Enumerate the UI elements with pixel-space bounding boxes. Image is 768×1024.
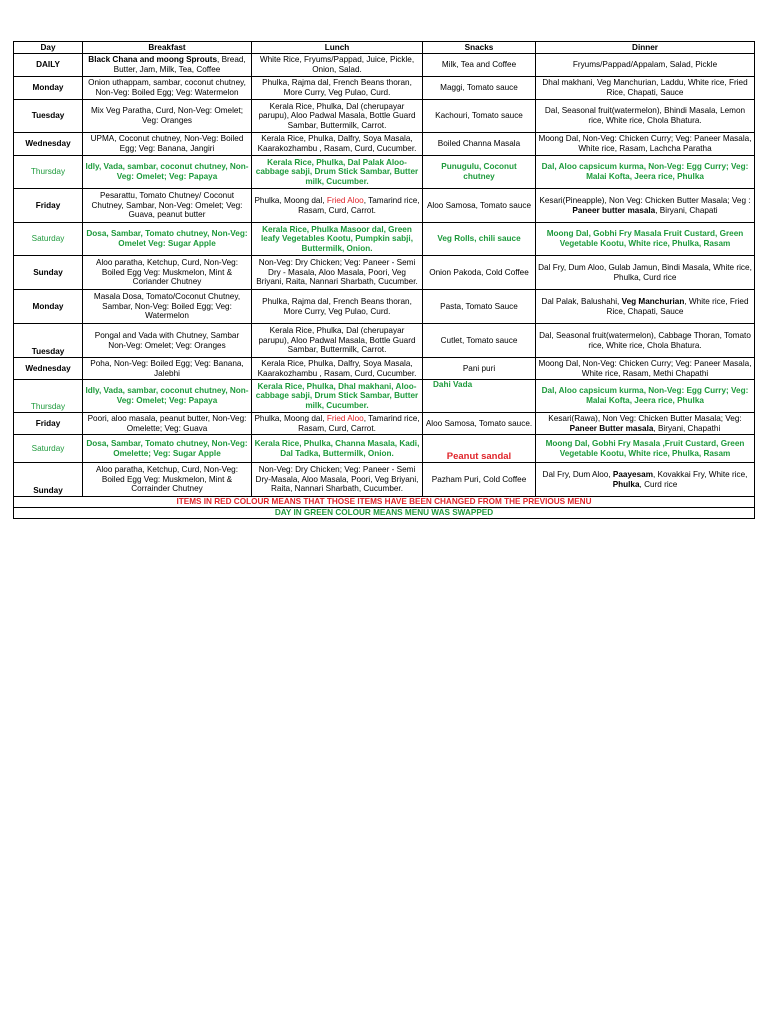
breakfast-cell: Dosa, Sambar, Tomato chutney, Non-Veg: Omelet Veg: Sugar Apple <box>83 223 252 256</box>
snacks-cell: Onion Pakoda, Cold Coffee <box>423 256 536 290</box>
day-cell: Monday <box>14 290 83 324</box>
lunch-cell: Phulka, Rajma dal, French Beans thoran, More Curry, Veg Pulao, Curd. <box>252 77 423 100</box>
day-cell: Friday <box>14 189 83 223</box>
dinner-cell: Dal, Aloo capsicum kurma, Non-Veg: Egg Curry; Veg: Malai Kofta, Jeera rice, Phulka <box>536 156 755 189</box>
day-cell: Sunday <box>14 463 83 497</box>
snacks-cell: Peanut sandal <box>423 435 536 463</box>
day-cell: Saturday <box>14 435 83 463</box>
day-cell: Wednesday <box>14 133 83 156</box>
table-row <box>14 189 755 223</box>
dinner-cell: Moong Dal, Gobhi Fry Masala Fruit Custard, Green Vegetable Kootu, White rice, Phulka, Rasam <box>536 223 755 256</box>
dinner-bold-text: Paneer butter masala <box>572 205 656 215</box>
snacks-cell: Aloo Samosa, Tomato sauce. <box>423 413 536 435</box>
lunch-cell: Kerala Rice, Phulka, Dal (cherupayar parupu), Aloo Padwal Masala, Bottle Guard Sambar, Buttermilk, Carrot. <box>252 324 423 358</box>
dinner-cell: Dal Fry, Dum Aloo, Gulab Jamun, Bindi Masala, White rice, Phulka, Curd rice <box>536 256 755 290</box>
lunch-text: Phulka, Moong dal, <box>254 195 327 205</box>
day-cell: Friday <box>14 413 83 435</box>
table-row <box>14 463 755 497</box>
dinner-cell <box>536 189 755 223</box>
header-day: Day <box>14 42 83 54</box>
table-row <box>14 290 755 324</box>
lunch-cell <box>252 189 423 223</box>
snacks-cell: Boiled Channa Masala <box>423 133 536 156</box>
dinner-bold-text: Paayesam <box>612 469 653 479</box>
dinner-cell: Dhal makhani, Veg Manchurian, Laddu, White rice, Fried Rice, Chapati, Sauce <box>536 77 755 100</box>
lunch-text: , Tamarind rice, Rasam, Curd, Carrot. <box>298 195 420 215</box>
breakfast-cell: Poori, aloo masala, peanut butter, Non-Veg: Omelette; Veg: Guava <box>83 413 252 435</box>
dinner-cell: Moong Dal, Non-Veg: Chicken Curry; Veg: Paneer Masala, White rice, Rasam, Lachcha Paratha <box>536 133 755 156</box>
breakfast-cell: Pesarattu, Tomato Chutney/ Coconut Chutney, Sambar, Non-Veg: Omelet; Veg: Guava, peanut butter <box>83 189 252 223</box>
breakfast-cell: Pongal and Vada with Chutney, Sambar Non-Veg: Omelet; Veg: Oranges <box>83 324 252 358</box>
lunch-cell: Kerala Rice, Phulka, Dhal makhani, Aloo-cabbage sabji, Drum Stick Sambar, Butter milk, Cucumber. <box>252 380 423 413</box>
changed-item-text: Fried Aloo <box>326 195 364 205</box>
dinner-cell: Moong Dal, Non-Veg: Chicken Curry; Veg: Paneer Masala, White rice, Rasam, Methi Chapathi <box>536 358 755 380</box>
header-dinner: Dinner <box>536 42 755 54</box>
dinner-cell <box>536 413 755 435</box>
breakfast-text: , Bread, Butter, Jam, Milk, Tea, Coffee <box>113 55 246 74</box>
day-cell: Thursday <box>14 380 83 413</box>
dinner-cell: Dal, Aloo capsicum kurma, Non-Veg: Egg Curry; Veg: Malai Kofta, Jeera rice, Phulka <box>536 380 755 413</box>
table-row <box>14 223 755 256</box>
table-row <box>14 156 755 189</box>
header-snacks: Snacks <box>423 42 536 54</box>
breakfast-cell <box>83 54 252 77</box>
lunch-cell: Non-Veg: Dry Chicken; Veg: Paneer - Semi Dry-Masala, Aloo Masala, Poori, Veg Briyani, Raita, Nannari Sharbath, Cucumber. <box>252 463 423 497</box>
snacks-cell: Pazham Puri, Cold Coffee <box>423 463 536 497</box>
table-row <box>14 256 755 290</box>
lunch-cell <box>252 413 423 435</box>
lunch-cell: Kerala Rice, Phulka Masoor dal, Green leafy Vegetables Kootu, Pumpkin sabji, Buttermilk, Onion. <box>252 223 423 256</box>
dinner-text: , Curd rice <box>639 479 678 489</box>
breakfast-cell: Mix Veg Paratha, Curd, Non-Veg: Omelet; Veg: Oranges <box>83 100 252 133</box>
menu-document <box>13 41 754 519</box>
lunch-cell: Kerala Rice, Phulka, Dal Palak Aloo-cabbage sabji, Drum Stick Sambar, Butter milk, Cucumber. <box>252 156 423 189</box>
table-row <box>14 324 755 358</box>
dinner-text: , Biryani, Chapati <box>655 205 718 215</box>
breakfast-cell: Aloo paratha, Ketchup, Curd, Non-Veg: Boiled Egg Veg: Muskmelon, Mint & Corrainder Chutney <box>83 463 252 497</box>
breakfast-bold-text: Black Chana and moong Sprouts <box>88 55 218 65</box>
snacks-cell: Milk, Tea and Coffee <box>423 54 536 77</box>
changed-item-text: Fried Aloo <box>326 413 364 423</box>
lunch-text: Phulka, Moong dal, <box>254 413 327 423</box>
snacks-cell: Punugulu, Coconut chutney <box>423 156 536 189</box>
table-row <box>14 413 755 435</box>
snacks-cell: Veg Rolls, chili sauce <box>423 223 536 256</box>
dinner-text: Dal Palak, Balushahi, <box>541 296 622 306</box>
dinner-cell: Fryums/Pappad/Appalam, Salad, Pickle <box>536 54 755 77</box>
dinner-bold-text: Paneer Butter masala <box>569 423 654 433</box>
lunch-cell: White Rice, Fryums/Pappad, Juice, Pickle, Onion, Salad. <box>252 54 423 77</box>
header-breakfast: Breakfast <box>83 42 252 54</box>
day-cell: Saturday <box>14 223 83 256</box>
day-cell: Thursday <box>14 156 83 189</box>
legend-note-green-row <box>14 508 755 519</box>
breakfast-cell: Dosa, Sambar, Tomato chutney, Non-Veg: Omelette; Veg: Sugar Apple <box>83 435 252 463</box>
table-row <box>14 435 755 463</box>
snacks-cell: Pani puri <box>423 358 536 380</box>
dinner-bold-text: Phulka <box>612 479 640 489</box>
table-row <box>14 54 755 77</box>
snacks-cell: Dahi Vada <box>423 380 536 413</box>
day-cell: Monday <box>14 77 83 100</box>
day-cell: Sunday <box>14 256 83 290</box>
breakfast-cell: Poha, Non-Veg: Boiled Egg; Veg: Banana, Jalebhi <box>83 358 252 380</box>
table-row <box>14 77 755 100</box>
breakfast-cell: Aloo paratha, Ketchup, Curd, Non-Veg: Boiled Egg Veg: Muskmelon, Mint & Coriander Chutney <box>83 256 252 290</box>
lunch-text: , Tamarind rice, Rasam, Curd, Carrot. <box>298 413 420 433</box>
header-row <box>14 42 755 54</box>
dinner-text: , Kovakkai Fry, White rice, <box>652 469 748 479</box>
lunch-cell: Kerala Rice, Phulka, Channa Masala, Kadi, Dal Tadka, Buttermilk, Onion. <box>252 435 423 463</box>
legend-note-red: ITEMS IN RED COLOUR MEANS THAT THOSE ITEMS HAVE BEEN CHANGED FROM THE PREVIOUS MENU <box>14 497 755 508</box>
snacks-cell: Aloo Samosa, Tomato sauce <box>423 189 536 223</box>
breakfast-cell: UPMA, Coconut chutney, Non-Veg: Boiled Egg; Veg: Banana, Jangiri <box>83 133 252 156</box>
day-cell: Wednesday <box>14 358 83 380</box>
snacks-cell: Pasta, Tomato Sauce <box>423 290 536 324</box>
dinner-text: Dal Fry, Dum Aloo, <box>542 469 613 479</box>
lunch-cell: Kerala Rice, Phulka, Dalfry, Soya Masala, Kaarakozhambu , Rasam, Curd, Cucumber. <box>252 358 423 380</box>
lunch-cell: Non-Veg: Dry Chicken; Veg: Paneer - Semi Dry - Masala, Aloo Masala, Poori, Veg Briyani, Raita, Nannari Sharbath, Cucumber. <box>252 256 423 290</box>
table-row <box>14 358 755 380</box>
legend-note-red-row <box>14 497 755 508</box>
day-cell: Tuesday <box>14 100 83 133</box>
lunch-cell: Kerala Rice, Phulka, Dal (cherupayar parupu), Aloo Padwal Masala, Bottle Guard Sambar, Buttermilk, Carrot. <box>252 100 423 133</box>
snacks-cell: Maggi, Tomato sauce <box>423 77 536 100</box>
snacks-cell: Kachouri, Tomato sauce <box>423 100 536 133</box>
lunch-cell: Kerala Rice, Phulka, Dalfry, Soya Masala, Kaarakozhambu , Rasam, Curd, Cucumber. <box>252 133 423 156</box>
legend-note-green: DAY IN GREEN COLOUR MEANS MENU WAS SWAPPED <box>14 508 755 519</box>
table-row <box>14 380 755 413</box>
dinner-cell <box>536 290 755 324</box>
snacks-cell: Cutlet, Tomato sauce <box>423 324 536 358</box>
table-row <box>14 100 755 133</box>
dinner-text: Kesari(Rawa), Non Veg: Chicken Butter Masala; Veg: <box>548 413 742 423</box>
dinner-cell <box>536 463 755 497</box>
menu-table <box>13 41 755 519</box>
header-lunch: Lunch <box>252 42 423 54</box>
day-cell: DAILY <box>14 54 83 77</box>
breakfast-cell: Onion uthappam, sambar, coconut chutney, Non-Veg: Boiled Egg; Veg: Watermelon <box>83 77 252 100</box>
breakfast-cell: Idly, Vada, sambar, coconut chutney, Non-Veg: Omelet; Veg: Papaya <box>83 380 252 413</box>
dinner-text: , White rice, Fried Rice, Chapati, Sauce <box>606 296 749 316</box>
dinner-cell: Dal, Seasonal fruit(watermelon), Cabbage Thoran, Tomato rice, White rice, Chola Bhatura. <box>536 324 755 358</box>
breakfast-cell: Masala Dosa, Tomato/Coconut Chutney, Sambar, Non-Veg: Boiled Egg; Veg: Watermelon <box>83 290 252 324</box>
dinner-cell: Dal, Seasonal fruit(watermelon), Bhindi Masala, Lemon rice, White rice, Chola Bhatura. <box>536 100 755 133</box>
dinner-text: Kesari(Pineapple), Non Veg: Chicken Butter Masala; Veg : <box>539 195 751 205</box>
breakfast-cell: Idly, Vada, sambar, coconut chutney, Non-Veg: Omelet; Veg: Papaya <box>83 156 252 189</box>
dinner-text: , Biryani, Chapathi <box>653 423 721 433</box>
table-row <box>14 133 755 156</box>
dinner-bold-text: Veg Manchurian <box>621 296 685 306</box>
dinner-cell: Moong Dal, Gobhi Fry Masala ,Fruit Custard, Green Vegetable Kootu, White rice, Phulka, Rasam <box>536 435 755 463</box>
day-cell: Tuesday <box>14 324 83 358</box>
lunch-cell: Phulka, Rajma dal, French Beans thoran, More Curry, Veg Pulao, Curd. <box>252 290 423 324</box>
